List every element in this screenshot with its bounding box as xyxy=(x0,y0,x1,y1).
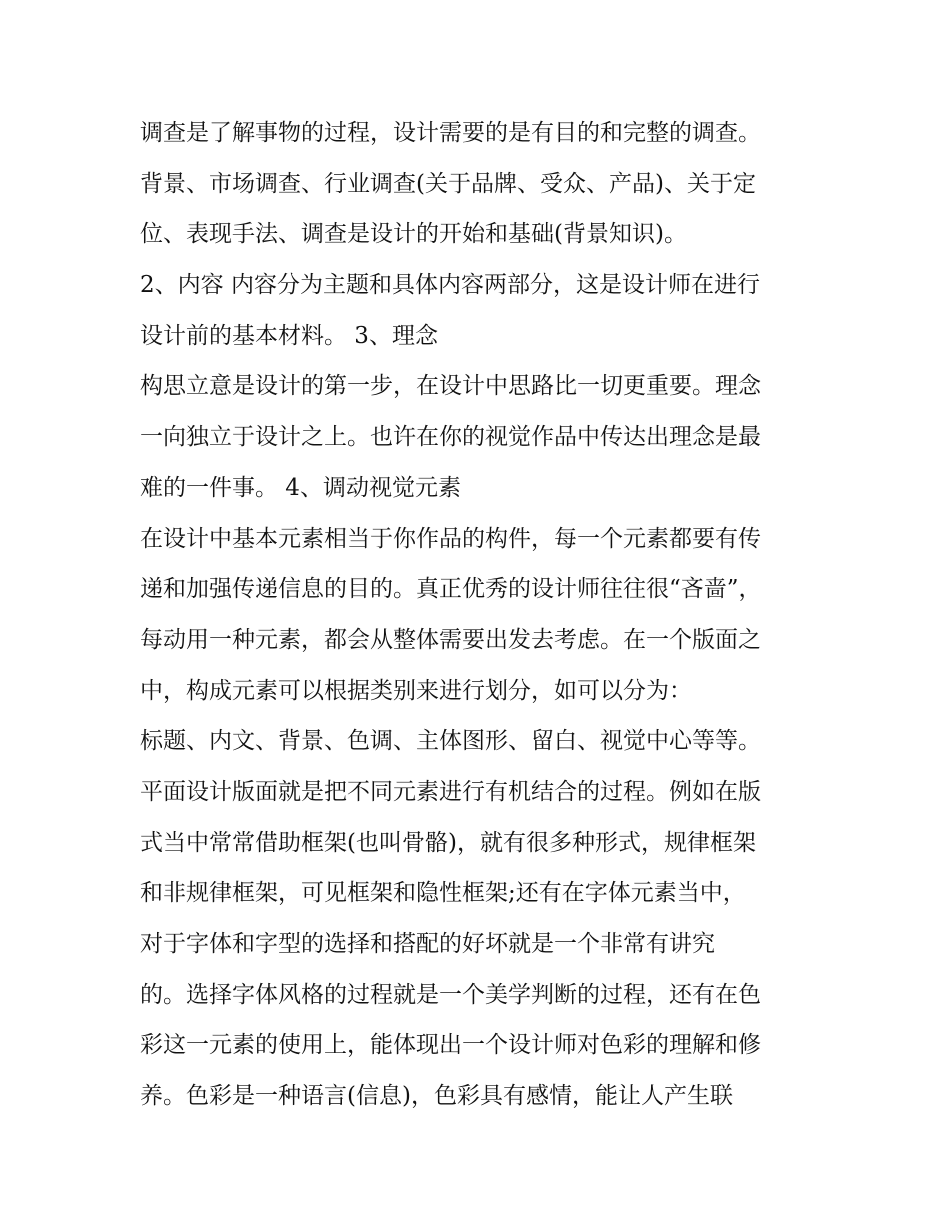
text-line: 中，构成元素可以根据类别来进行划分，如可以分为： xyxy=(140,677,692,704)
text-line: 构思立意是设计的第一步，在设计中思路比一切更重要。理念 xyxy=(140,373,761,400)
text-line: 式当中常常借助框架(也叫骨骼)，就有很多种形式，规律框架 xyxy=(140,829,756,856)
text-line: 的。选择字体风格的过程就是一个美学判断的过程，还有在色 xyxy=(140,981,761,1008)
text-line: 养。色彩是一种语言(信息)，色彩具有感情，能让人产生联 xyxy=(140,1083,733,1110)
text-line: 一向独立于设计之上。也许在你的视觉作品中传达出理念是最 xyxy=(140,424,761,451)
text-line: 递和加强传递信息的目的。真正优秀的设计师往往很“吝啬”， xyxy=(140,576,762,603)
text-line: 标题、内文、背景、色调、主体图形、留白、视觉中心等等。 xyxy=(140,728,761,755)
text-line: 每动用一种元素，都会从整体需要出发去考虑。在一个版面之 xyxy=(140,626,761,653)
text-line: 对于字体和字型的选择和搭配的好坏就是一个非常有讲究 xyxy=(140,931,715,957)
text-line: 2、内容 内容分为主题和具体内容两部分，这是设计师在进行 xyxy=(140,272,760,299)
text-line: 彩这一元素的使用上，能体现出一个设计师对色彩的理解和修 xyxy=(140,1032,761,1059)
text-line: 调查是了解事物的过程，设计需要的是有目的和完整的调查。 xyxy=(140,120,761,146)
text-line: 在设计中基本元素相当于你作品的构件，每一个元素都要有传 xyxy=(140,525,761,552)
text-line: 设计前的基本材料。 3、理念 xyxy=(140,322,438,349)
text-line: 位、表现手法、调查是设计的开始和基础(背景知识)。 xyxy=(140,221,687,248)
text-line: 和非规律框架，可见框架和隐性框架;还有在字体元素当中， xyxy=(140,880,746,907)
text-line: 背景、市场调查、行业调查(关于品牌、受众、产品)、关于定 xyxy=(140,170,756,197)
text-line: 难的一件事。 4、调动视觉元素 xyxy=(140,474,461,501)
text-line: 平面设计版面就是把不同元素进行有机结合的过程。例如在版 xyxy=(140,778,761,805)
body-text xyxy=(140,108,840,1122)
